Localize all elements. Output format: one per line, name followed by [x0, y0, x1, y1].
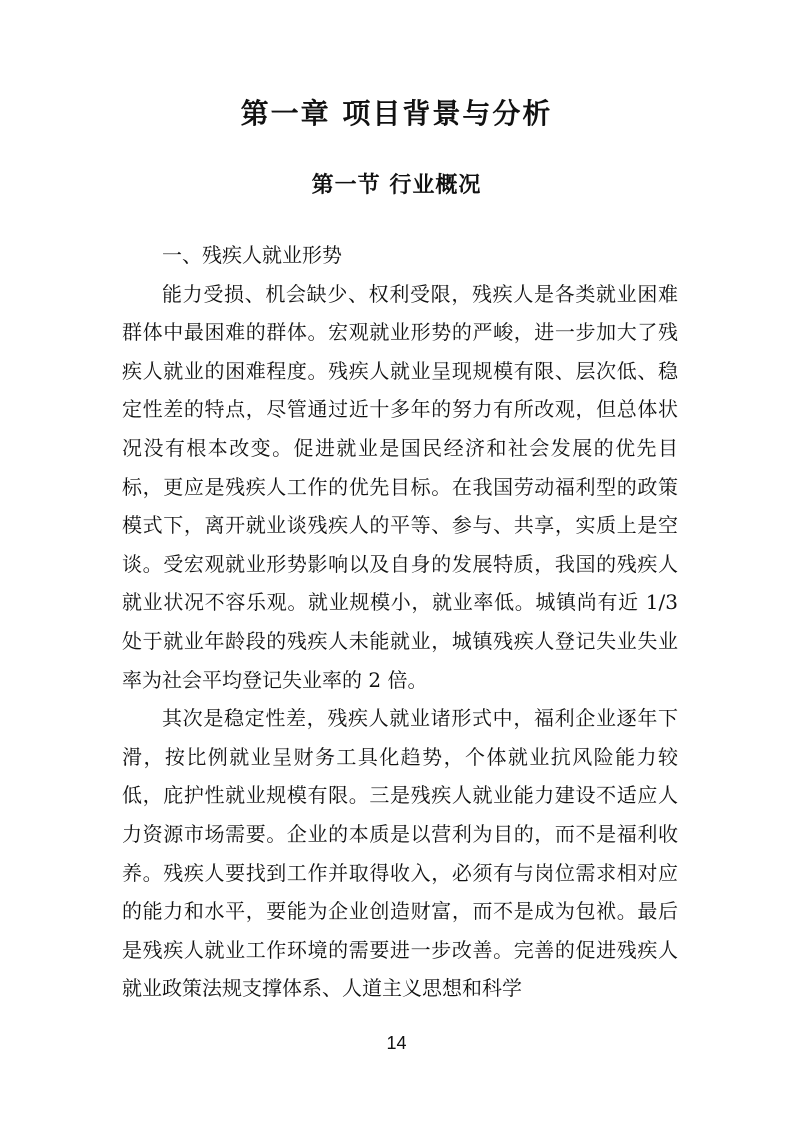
chapter-title: 第一章 项目背景与分析	[240, 97, 553, 130]
body-text	[122, 236, 678, 1008]
paragraph-1: 能力受损、机会缺少、权利受限，残疾人是各类就业困难群体中最困难的群体。宏观就业形势的严峻，进一步加大了残疾人就业的困难程度。残疾人就业呈现规模有限、层次低、稳定性差的特点，尽管通过近十多年的努力有所改观，但总体状况没有根本改变。促进就业是国民经济和社会发展的优先目标，更应是残疾人工作的优先目标。在我国劳动福利型的政策模式下，离开就业谈残疾人的平等、参与、共享，实质上是空谈。受宏观就业形势影响以及自身的发展特质，我国的残疾人就业状况不容乐观。就业规模小，就业率低。城镇尚有近 1/3 处于就业年龄段的残疾人未能就业，城镇残疾人登记失业失业率为社会平均登记失业率的 2 倍。	[122, 281, 678, 692]
section-title: 第一节 行业概况	[311, 173, 482, 198]
paragraph-2: 其次是稳定性差，残疾人就业诸形式中，福利企业逐年下滑，按比例就业呈财务工具化趋势，个体就业抗风险能力较低，庇护性就业规模有限。三是残疾人就业能力建设不适应人力资源市场需要。企业的本质是以营利为目的，而不是福利收养。残疾人要找到工作并取得收入，必须有与岗位需求相对应的能力和水平，要能为企业创造财富，而不是成为包袱。最后是残疾人就业工作环境的需要进一步改善。完善的促进残疾人就业政策法规支撑体系、人道主义思想和科学	[122, 706, 678, 1001]
page-number: 14	[386, 1033, 407, 1053]
subheading: 一、残疾人就业形势	[162, 243, 342, 267]
